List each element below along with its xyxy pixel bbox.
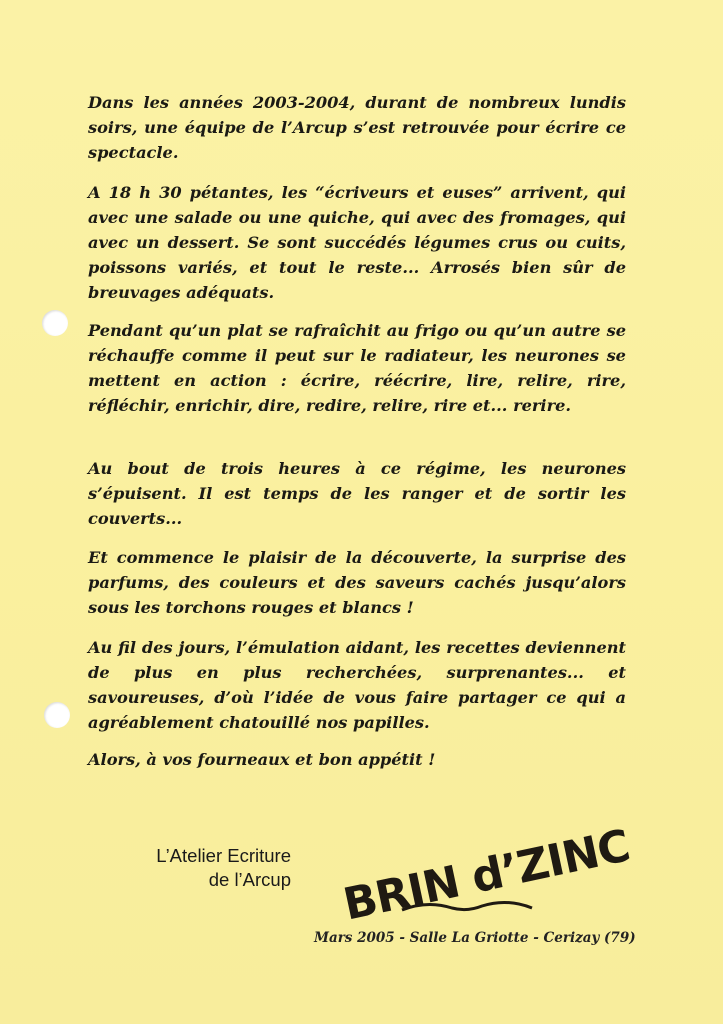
brin-dzinc-logo [332,820,634,931]
signature-line-1: L’Atelier Ecriture [156,845,291,866]
paragraph-arrival: A 18 h 30 pétantes, les “écriveurs et euses” arrivent, qui avec une salade ou une quiche, qui avec des fromages, qui avec un dessert. Se sont succédés légumes crus ou cuits, poissons variés, et tout le reste... Arrosés bien sûr de breuvages adéquats. [88,183,626,302]
paragraph-exhaustion: Au bout de trois heures à ce régime, les neurones s’épuisent. Il est temps de les ranger et de sortir les couverts... [88,459,626,528]
paragraph-recipes: Au fil des jours, l’émulation aidant, les recettes deviennent de plus en plus recherchées, surprenantes... et savoureuses, d’où l’idée de vous faire partager ce qui a agréablement chatouillé nos papilles. [88,638,626,732]
paragraph-closing: Alors, à vos fourneaux et bon appétit ! [88,750,436,769]
paragraph-writing: Pendant qu’un plat se rafraîchit au frigo ou qu’un autre se réchauffe comme il peut sur le radiateur, les neurones se mettent en action : écrire, réécrire, lire, relire, rire, réfléchir, enrichir, dire, redire, relire, rire et... rerire. [88,321,626,415]
paragraph-intro: Dans les années 2003-2004, durant de nombreux lundis soirs, une équipe de l’Arcup s’est retrouvée pour écrire ce spectacle. [88,93,626,162]
punch-hole [44,702,70,728]
paragraph-discovery: Et commence le plaisir de la découverte, la surprise des parfums, des couleurs et des saveurs cachés jusqu’alors sous les torchons rouges et blancs ! [88,548,626,617]
signature-line-2: de l’Arcup [208,869,291,890]
logo-text: BRIN d’ZINC [339,820,634,931]
punch-hole [42,310,68,336]
event-info: Mars 2005 - Salle La Griotte - Cerizay (79) [314,930,636,946]
